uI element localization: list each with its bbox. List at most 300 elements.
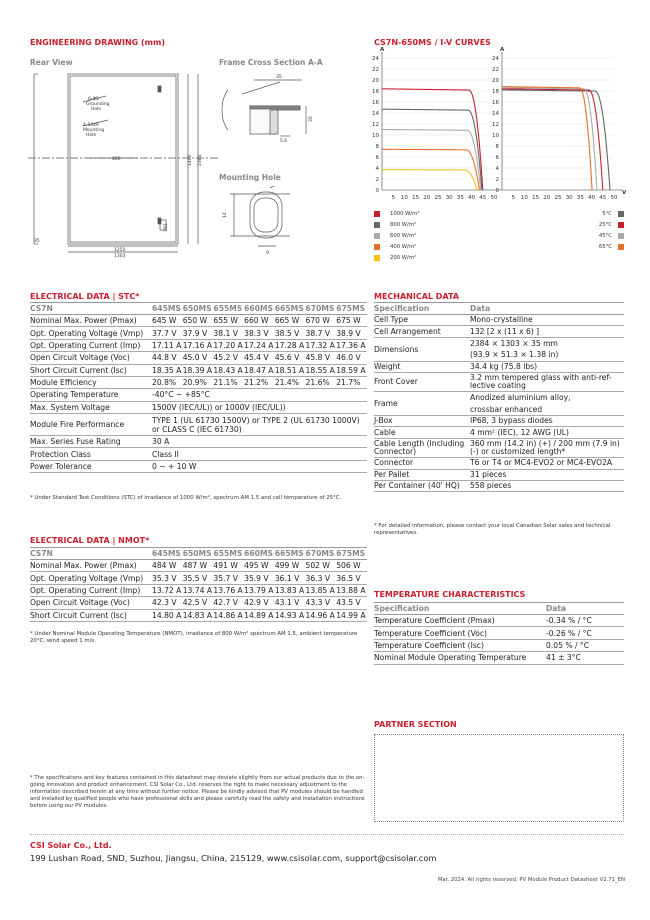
irradiance-legend-label: 600 W/m²: [390, 232, 417, 239]
irradiance-legend-swatch: [374, 222, 380, 228]
nmot-cell: 43.1 V: [275, 597, 306, 609]
temperature-y-tick-label: 14: [492, 110, 499, 117]
stc-cell: 18.39 A: [182, 365, 213, 375]
nmot-row: [30, 609, 367, 621]
irradiance-legend-label: 400 W/m²: [390, 243, 417, 250]
irradiance-x-tick-label: 45: [479, 195, 487, 201]
copyright-text: Mar. 2024. All rights reserved, PV Module Product Datasheet V2.71_EN: [437, 877, 625, 883]
stc-cell: 17.32 A: [305, 340, 335, 350]
stc-cell: 21.1%: [213, 376, 244, 388]
nmot-cell: 36.3 V: [306, 572, 337, 584]
mech-row: [374, 361, 624, 372]
frame-dim-35-height: 35: [309, 116, 314, 122]
temperature-legend-item: [576, 208, 624, 219]
stc-cell: 45.0 V: [183, 352, 214, 364]
temperature-x-tick-label: 10: [520, 195, 528, 201]
frame-section-label: Frame Cross Section A-A: [219, 58, 323, 67]
temperature-y-tick-label: 2: [495, 176, 499, 183]
stc-cell: 20.9%: [183, 376, 214, 388]
irradiance-legend-label: 1000 W/m²: [390, 210, 420, 217]
nmot-cell: 43.3 V: [306, 597, 337, 609]
stc-cell: 37.9 V: [183, 327, 214, 339]
stc-row-label: Module Efficiency: [30, 376, 152, 388]
mech-row-label: Cell Type: [374, 315, 470, 326]
stc-span-value: TYPE 1 (UL 61730 1500V) or TYPE 2 (UL 61730 1000V) or CLASS C (IEC 61730): [152, 414, 367, 436]
svg-text:Hole: Hole: [91, 107, 102, 112]
irradiance-x-tick-label: 35: [456, 195, 464, 201]
mech-row-value: T6 or T4 or MC4-EVO2 or MC4-EVO2A: [470, 458, 624, 469]
company-address: 199 Lushan Road, SND, Suzhou, Jiangsu, China, 215129, www.csisolar.com, support@csisolar.com: [30, 853, 437, 863]
stc-row-label: Power Tolerance: [30, 460, 152, 472]
stc-row-label: Opt. Operating Current (Imp): [30, 339, 152, 351]
temperature-legend-swatch: [618, 244, 624, 250]
temp-row-value: 41 ± 3°C: [546, 652, 624, 664]
temp-row: [374, 652, 624, 664]
irradiance-legend-item: [374, 208, 419, 219]
nmot-row-label: Short Circuit Current (Isc): [30, 609, 152, 621]
frame-dim-5-6: 5.6: [280, 139, 288, 144]
stc-cell: 675 W: [336, 315, 367, 327]
temperature-title: TEMPERATURE CHARACTERISTICS: [374, 590, 526, 599]
mech-row-value: 31 pieces: [470, 469, 624, 480]
mech-row: [374, 372, 624, 391]
stc-header-row: [30, 303, 367, 315]
stc-head-col: 675MS: [336, 304, 366, 313]
mech-row-value2: (93.9 × 51.3 × 1.38 in): [470, 349, 624, 361]
temperature-y-tick-label: 8: [495, 143, 499, 150]
mech-row-label: J-Box: [374, 416, 470, 427]
temp-row: [374, 639, 624, 651]
stc-span-row: [30, 460, 367, 472]
nmot-cell: 506 W: [336, 560, 367, 572]
temp-head-data: Data: [546, 603, 624, 615]
temperature-x-unit: V: [622, 190, 627, 196]
irradiance-y-tick-label: 4: [375, 165, 379, 172]
stc-row-label: Max. Series Fuse Rating: [30, 436, 152, 448]
mech-row-label: Front Cover: [374, 372, 470, 391]
partner-box: [374, 734, 624, 822]
nmot-head-col: 650MS: [182, 549, 212, 558]
stc-head-col: 645MS: [152, 304, 181, 313]
irradiance-x-tick-label: 10: [400, 195, 408, 201]
temperature-y-tick-label: 10: [492, 132, 499, 139]
irradiance-legend-swatch: [374, 233, 380, 239]
stc-cell: 38.3 V: [244, 327, 275, 339]
temperature-x-tick-label: 20: [543, 195, 551, 201]
stc-cell: 44.8 V: [152, 352, 183, 364]
nmot-cell: 502 W: [306, 560, 337, 572]
nmot-cell: 491 W: [213, 560, 244, 572]
irradiance-x-tick-label: 30: [445, 195, 453, 201]
irradiance-y-tick-label: 22: [372, 66, 379, 73]
temperature-x-tick-label: 40: [588, 195, 596, 201]
stc-cell: 38.9 V: [336, 327, 367, 339]
temp-header-row: [374, 603, 624, 615]
stc-cell: 18.43 A: [213, 365, 243, 375]
stc-cell: 660 W: [244, 315, 275, 327]
temperature-table: [374, 602, 624, 665]
temperature-y-tick-label: 20: [492, 77, 499, 84]
temperature-x-tick-label: 50: [610, 195, 618, 201]
temperature-legend-swatch: [618, 233, 624, 239]
stc-cell: 37.7 V: [152, 327, 183, 339]
stc-span-row: [30, 401, 367, 413]
temperature-legend-label: 65°C: [598, 243, 612, 250]
nmot-cell: 42.5 V: [183, 597, 214, 609]
temperature-x-tick-label: 25: [554, 195, 562, 201]
grounding-hole-note: 6-Φ5: [88, 97, 99, 102]
temperature-y-tick-label: 22: [492, 66, 499, 73]
mech-row: [374, 438, 624, 457]
temperature-legend-item: [576, 241, 624, 252]
stc-cell: 645 W: [152, 315, 183, 327]
dim-1400: 1400: [188, 154, 193, 166]
stc-head-col: 650MS: [182, 304, 212, 313]
irradiance-legend-label: 200 W/m²: [390, 254, 417, 261]
stc-cell: 18.35 A: [152, 365, 182, 375]
irradiance-x-tick-label: 5: [391, 195, 395, 201]
mech-row-value: IP68, 3 bypass diodes: [470, 416, 624, 427]
stc-span-value: Class II: [152, 448, 367, 460]
stc-row-label: Open Circuit Voltage (Voc): [30, 352, 152, 364]
mounting-hole-label: Mounting Hole: [219, 173, 281, 182]
footer-divider: [30, 834, 624, 835]
stc-span-value: 30 A: [152, 436, 367, 448]
irradiance-y-tick-label: 2: [375, 176, 379, 183]
iv-curves-title: CS7N-650MS / I-V CURVES: [374, 38, 491, 47]
irradiance-x-tick-label: 15: [412, 195, 420, 201]
nmot-cell: 35.7 V: [213, 572, 244, 584]
mech-row: [374, 416, 624, 427]
temp-row-label: Temperature Coefficient (Pmax): [374, 615, 546, 627]
irradiance-y-tick-label: 10: [372, 132, 379, 139]
stc-row-label: Max. System Voltage: [30, 401, 152, 413]
mech-head-spec: Specification: [374, 303, 470, 315]
nmot-cell: 13.88 A: [336, 585, 366, 595]
mech-row: [374, 480, 624, 491]
nmot-cell: 14.89 A: [244, 610, 274, 620]
stc-cell: 21.6%: [306, 376, 337, 388]
nmot-cell: 35.3 V: [152, 572, 183, 584]
stc-row: [30, 364, 367, 376]
temperature-y-tick-label: 18: [492, 88, 499, 95]
mech-row-label: Per Container (40' HQ): [374, 480, 470, 491]
svg-text:Grounding: Grounding: [86, 102, 110, 107]
stc-cell: 17.24 A: [244, 340, 274, 350]
nmot-cell: 14.96 A: [305, 610, 335, 620]
temp-row-value: 0.05 % / °C: [546, 639, 624, 651]
stc-cell: 17.16 A: [182, 340, 213, 350]
nmot-cell: 13.83 A: [274, 585, 305, 595]
temperature-curve: [502, 88, 597, 190]
irradiance-y-tick-label: 14: [372, 110, 379, 117]
mech-row-value: 34.4 kg (75.8 lbs): [470, 361, 624, 372]
nmot-cell: 495 W: [244, 560, 275, 572]
temp-row: [374, 627, 624, 639]
dim-400: 400: [112, 157, 121, 162]
temp-row-label: Temperature Coefficient (Voc): [374, 627, 546, 639]
stc-title: ELECTRICAL DATA | STC*: [30, 292, 140, 301]
engineering-title: ENGINEERING DRAWING (mm): [30, 38, 165, 47]
temperature-legend-item: [576, 219, 624, 230]
hole-dim-9: 9: [266, 251, 269, 256]
partner-title: PARTNER SECTION: [374, 720, 457, 729]
irradiance-y-tick-label: 6: [375, 154, 379, 161]
nmot-cell: 499 W: [275, 560, 306, 572]
temp-head-spec: Specification: [374, 603, 546, 615]
irradiance-curve: [382, 130, 481, 191]
nmot-cell: 14.99 A: [336, 610, 366, 620]
stc-row-label: Protection Class: [30, 448, 152, 460]
irradiance-legend-item: [374, 219, 419, 230]
mech-row-label: Cable: [374, 427, 470, 438]
irradiance-y-tick-label: 24: [372, 55, 379, 62]
irradiance-legend-swatch: [374, 211, 380, 217]
nmot-cell: 14.93 A: [274, 610, 305, 620]
mech-row-value: 3.2 mm tempered glass with anti-ref-lective coating: [470, 372, 624, 391]
stc-row-label: Opt. Operating Voltage (Vmp): [30, 327, 152, 339]
temperature-x-tick-label: 35: [576, 195, 584, 201]
mech-row-value: 2384 × 1303 × 35 mm: [470, 338, 558, 348]
temp-row-label: Temperature Coefficient (Isc): [374, 639, 546, 651]
nmot-row-label: Open Circuit Voltage (Voc): [30, 597, 152, 609]
mech-header-row: [374, 303, 624, 315]
stc-row-label: Module Fire Performance: [30, 414, 152, 436]
svg-text:Mounting: Mounting: [83, 128, 105, 133]
temperature-x-tick-label: 15: [532, 195, 540, 201]
temp-row-value: -0.34 % / °C: [546, 615, 624, 627]
irradiance-curve: [382, 170, 477, 190]
irradiance-y-tick-label: 0: [375, 187, 379, 194]
temperature-legend-item: [576, 230, 624, 241]
stc-cell: 17.11 A: [152, 340, 182, 350]
mech-row-value: Anodized aluminium alloy,: [470, 393, 571, 403]
temperature-y-tick-label: 12: [492, 121, 499, 128]
mech-row-label: Cell Arrangement: [374, 326, 470, 337]
stc-cell: 45.2 V: [213, 352, 244, 364]
mech-row: [374, 458, 624, 469]
nmot-cell: 14.83 A: [182, 610, 213, 620]
stc-cell: 46.0 V: [336, 352, 367, 364]
irradiance-curve: [382, 89, 483, 190]
stc-cell: 17.20 A: [213, 340, 243, 350]
stc-cell: 665 W: [275, 315, 306, 327]
stc-span-row: [30, 389, 367, 401]
nmot-row: [30, 572, 367, 584]
irradiance-legend-label: 800 W/m²: [390, 221, 417, 228]
nmot-cell: 36.1 V: [275, 572, 306, 584]
nmot-cell: 42.3 V: [152, 597, 183, 609]
temperature-x-tick-label: 30: [565, 195, 573, 201]
temperature-y-tick-label: 0: [495, 187, 499, 194]
temperature-y-tick-label: 16: [492, 99, 499, 106]
nmot-row-label: Opt. Operating Voltage (Vmp): [30, 572, 152, 584]
mech-row: [374, 392, 624, 404]
temperature-x-tick-label: 5: [511, 195, 515, 201]
stc-cell: 45.8 V: [306, 352, 337, 364]
stc-span-value: 1500V (IEC/UL)) or 1000V (IEC/UL)): [152, 401, 367, 413]
temperature-x-tick-label: 45: [599, 195, 607, 201]
stc-span-row: [30, 414, 367, 436]
irradiance-legend-swatch: [374, 255, 380, 261]
iv-curves-chart: [360, 46, 640, 208]
stc-footnote: * Under Standard Test Conditions (STC) of irradiance of 1000 W/m², spectrum AM 1.5 and cell temperature of 25°C.: [30, 495, 342, 501]
stc-row: [30, 327, 367, 339]
nmot-cell: 35.9 V: [244, 572, 275, 584]
irradiance-legend-swatch: [374, 244, 380, 250]
mounting-hole-note: 4-14x9: [83, 123, 99, 128]
mech-row: [374, 427, 624, 438]
company-name: CSI Solar Co., Ltd.: [30, 841, 112, 850]
irradiance-x-tick-label: 40: [468, 195, 476, 201]
temperature-legend: [576, 208, 624, 252]
stc-cell: 45.6 V: [275, 352, 306, 364]
dim-2384: 2384: [198, 154, 203, 166]
nmot-row-label: Opt. Operating Current (Imp): [30, 584, 152, 596]
irradiance-y-tick-label: 18: [372, 88, 379, 95]
nmot-head-col: 660MS: [244, 549, 273, 558]
temp-row-value: -0.26 % / °C: [546, 627, 624, 639]
temperature-legend-label: 25°C: [598, 221, 612, 228]
temperature-curve: [502, 89, 603, 190]
mech-row-label: Cable Length (Including Connector): [374, 438, 470, 457]
nmot-table: [30, 547, 367, 622]
temperature-legend-label: 45°C: [598, 232, 612, 239]
frame-dim-35-width: 35: [276, 75, 282, 80]
nmot-cell: 42.7 V: [213, 597, 244, 609]
nmot-cell: 42.9 V: [244, 597, 275, 609]
irradiance-y-tick-label: 8: [375, 143, 379, 150]
stc-row: [30, 352, 367, 364]
mech-row-label: Connector: [374, 458, 470, 469]
mech-row: [374, 337, 624, 349]
stc-cell: 17.36 A: [336, 340, 366, 350]
dim-35: 35: [34, 239, 40, 244]
nmot-head-col: 655MS: [213, 549, 243, 558]
irradiance-y-tick-label: 12: [372, 121, 379, 128]
irradiance-y-tick-label: 20: [372, 77, 379, 84]
mechanical-title: MECHANICAL DATA: [374, 292, 460, 301]
nmot-head-col: 645MS: [152, 549, 181, 558]
irradiance-legend: [374, 208, 419, 263]
temperature-legend-swatch: [618, 211, 624, 217]
stc-span-value: -40°C ~ +85°C: [152, 389, 367, 401]
stc-span-row: [30, 436, 367, 448]
stc-row-label: Operating Temperature: [30, 389, 152, 401]
nmot-title: ELECTRICAL DATA | NMOT*: [30, 536, 150, 545]
hole-dim-14: 14: [223, 212, 228, 218]
temperature-legend-label: 5°C: [602, 210, 612, 217]
mech-head-data: Data: [470, 303, 624, 315]
stc-head-col: 670MS: [305, 304, 335, 313]
irradiance-legend-item: [374, 252, 419, 263]
temperature-y-unit: A: [500, 47, 505, 53]
nmot-head-col: 670MS: [305, 549, 335, 558]
frame-cross-section-drawing: [220, 70, 340, 165]
stc-cell: 38.5 V: [275, 327, 306, 339]
mech-footnote: * For detailed information, please contact your local Canadian Solar sales and technical representatives.: [374, 523, 611, 536]
stc-table: [30, 302, 367, 473]
mech-row-value: 360 mm (14.2 in) (+) / 200 mm (7.9 in) (-) or customized length*: [470, 438, 624, 457]
stc-cell: 650 W: [183, 315, 214, 327]
nmot-header-row: [30, 548, 367, 560]
nmot-cell: 13.85 A: [305, 585, 335, 595]
stc-row: [30, 376, 367, 388]
temp-row: [374, 615, 624, 627]
stc-cell: 38.1 V: [213, 327, 244, 339]
stc-cell: 18.51 A: [274, 365, 305, 375]
irradiance-y-tick-label: 16: [372, 99, 379, 106]
stc-cell: 18.55 A: [305, 365, 335, 375]
temperature-y-tick-label: 24: [492, 55, 499, 62]
mech-row-label: Frame: [374, 392, 470, 416]
rear-view-label: Rear View: [30, 58, 73, 67]
mech-row-value: 132 [2 x (11 x 6) ]: [470, 326, 624, 337]
stc-head-col: 655MS: [213, 304, 243, 313]
temperature-y-tick-label: 4: [495, 165, 499, 172]
irradiance-legend-item: [374, 241, 419, 252]
nmot-cell: 36.5 V: [336, 572, 367, 584]
stc-head-col: 665MS: [274, 304, 304, 313]
nmot-row: [30, 597, 367, 609]
mech-row-label: Per Pallet: [374, 469, 470, 480]
mech-row: [374, 315, 624, 326]
temperature-legend-swatch: [618, 222, 624, 228]
nmot-cell: 484 W: [152, 560, 183, 572]
nmot-head-col: 675MS: [336, 549, 366, 558]
nmot-head-model: CS7N: [30, 548, 152, 560]
stc-row: [30, 315, 367, 327]
temp-row-label: Nominal Module Operating Temperature: [374, 652, 546, 664]
nmot-cell: 13.79 A: [244, 585, 274, 595]
mounting-hole-drawing: [220, 186, 340, 266]
dim-392: 392: [164, 223, 169, 232]
stc-head-model: CS7N: [30, 303, 152, 315]
stc-span-row: [30, 448, 367, 460]
irradiance-x-tick-label: 50: [490, 195, 498, 201]
stc-head-col: 660MS: [244, 304, 273, 313]
stc-cell: 21.7%: [336, 376, 367, 388]
mech-row-value2: crossbar enhanced: [470, 404, 624, 416]
nmot-row: [30, 560, 367, 572]
nmot-cell: 35.5 V: [183, 572, 214, 584]
nmot-cell: 487 W: [183, 560, 214, 572]
stc-cell: 18.59 A: [336, 365, 366, 375]
mech-row: [374, 469, 624, 480]
dim-1250: 1250: [114, 248, 126, 253]
mech-row-value: Mono-crystalline: [470, 315, 624, 326]
svg-text:Hole: Hole: [86, 133, 97, 138]
stc-cell: 670 W: [306, 315, 337, 327]
mech-row-label: Weight: [374, 361, 470, 372]
stc-span-value: 0 ~ + 10 W: [152, 460, 367, 472]
nmot-row-label: Nominal Max. Power (Pmax): [30, 560, 152, 572]
stc-cell: 21.4%: [275, 376, 306, 388]
mech-row-label: Dimensions: [374, 337, 470, 361]
dim-1303: 1303: [114, 254, 126, 258]
rear-view-drawing: [28, 68, 218, 258]
stc-cell: 45.4 V: [244, 352, 275, 364]
mech-row: [374, 326, 624, 337]
irradiance-x-tick-label: 20: [423, 195, 431, 201]
stc-cell: 655 W: [213, 315, 244, 327]
nmot-cell: 43.5 V: [336, 597, 367, 609]
stc-cell: 38.7 V: [306, 327, 337, 339]
mech-row-value: 558 pieces: [470, 480, 624, 491]
temperature-y-tick-label: 6: [495, 154, 499, 161]
nmot-cell: 14.80 A: [152, 610, 182, 620]
mech-row-value: 4 mm² (IEC), 12 AWG (UL): [470, 427, 624, 438]
